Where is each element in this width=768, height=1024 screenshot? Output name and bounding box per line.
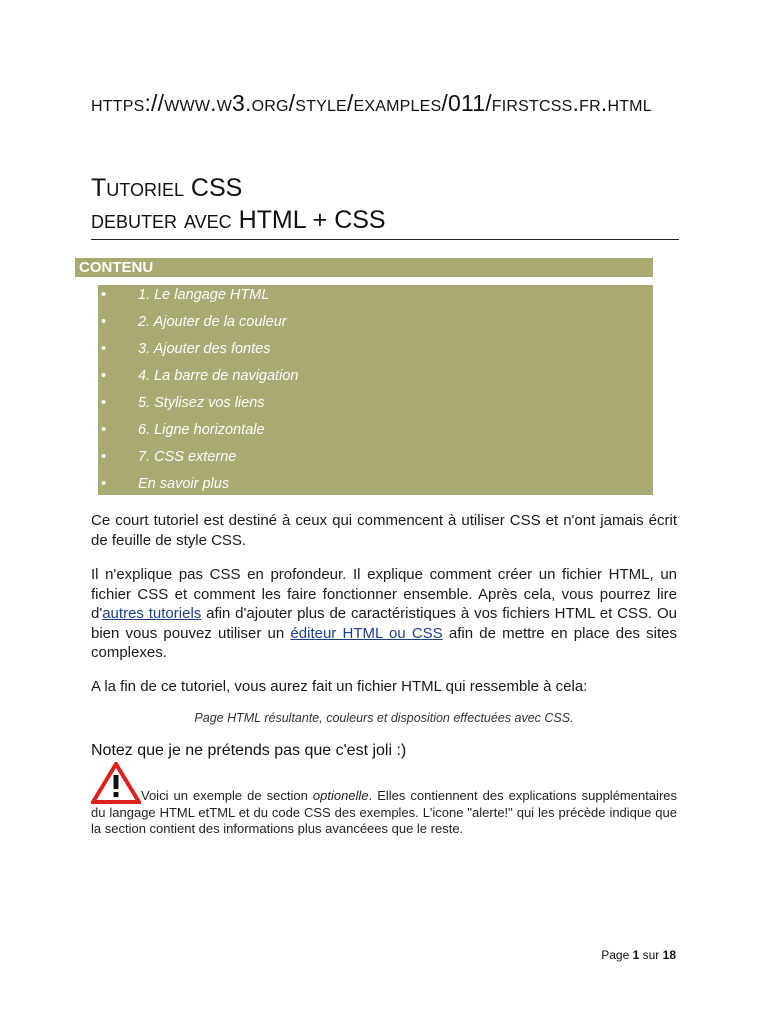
toc-list <box>98 285 653 501</box>
alert-text <box>91 788 677 838</box>
note-text: Notez que je ne prétends pas que c'est joli :) <box>91 742 407 759</box>
intro-paragraph: Ce court tutoriel est destiné à ceux qui commencent à utiliser CSS et n'ont jamais écrit de feuille de style CSS. <box>91 512 677 549</box>
table-of-contents <box>98 285 653 495</box>
toc-item-en-savoir-plus[interactable]: • En savoir plus <box>98 474 653 501</box>
result-paragraph: A la fin de ce tutoriel, vous aurez fait un fichier HTML qui ressemble à cela: <box>91 678 588 695</box>
toc-item-css-externe[interactable]: • 7. CSS externe <box>98 447 653 474</box>
alert-text-part: . Elles contiennent des explications supplémentaires du langage HTML etTML et du code CSS des exemples. L'icone "alerte!" qui les précède indique que la section contient des informations plus avancéees que le reste. <box>91 788 677 836</box>
page-label: Page <box>601 948 630 962</box>
page-number: 1 <box>632 948 640 962</box>
figure-caption: Page HTML résultante, couleurs et disposition effectuées avec CSS. <box>194 711 574 725</box>
total-pages: 18 <box>662 948 676 962</box>
explanation-paragraph <box>91 565 677 663</box>
autres-tutoriels-link[interactable]: autres tutoriels <box>102 605 202 622</box>
toc-item-couleur[interactable]: • 2. Ajouter de la couleur <box>98 312 653 339</box>
alert-text-emphasis: optionelle <box>312 788 369 803</box>
toc-heading: CONTENU <box>75 258 653 277</box>
paragraph-text: Il n'explique pas CSS en profondeur. Il explique comment créer un fichier HTML, un fichier CSS et comment les faire fonctionner ensemble. Après cela, vous pourrez lire d' <box>91 566 677 622</box>
toc-item-fontes[interactable]: • 3. Ajouter des fontes <box>98 339 653 366</box>
title-line-1: Tutoriel CSS <box>91 174 243 202</box>
page-title <box>91 172 679 240</box>
alert-text-part: Voici un exemple de section <box>141 788 313 803</box>
of-label: sur <box>642 948 660 962</box>
editeur-link[interactable]: éditeur HTML ou CSS <box>290 624 443 642</box>
page-footer <box>601 948 676 962</box>
title-line-2: debuter avec HTML + CSS <box>91 206 386 234</box>
paragraph-text: afin d'ajouter plus de caractéristiques à vos fichiers HTML et CSS. Ou bien vous pouvez utiliser un <box>91 605 677 642</box>
paragraph-text: afin de mettre en place des sites complexes. <box>91 624 678 661</box>
url-heading: https://www.w3.org/style/examples/011/firstcss.fr.html <box>91 90 652 116</box>
toc-item-html[interactable]: • 1. Le langage HTML <box>98 285 653 312</box>
toc-item-navigation[interactable]: • 4. La barre de navigation <box>98 366 653 393</box>
toc-item-ligne[interactable]: • 6. Ligne horizontale <box>98 420 653 447</box>
toc-item-liens[interactable]: • 5. Stylisez vos liens <box>98 393 653 420</box>
